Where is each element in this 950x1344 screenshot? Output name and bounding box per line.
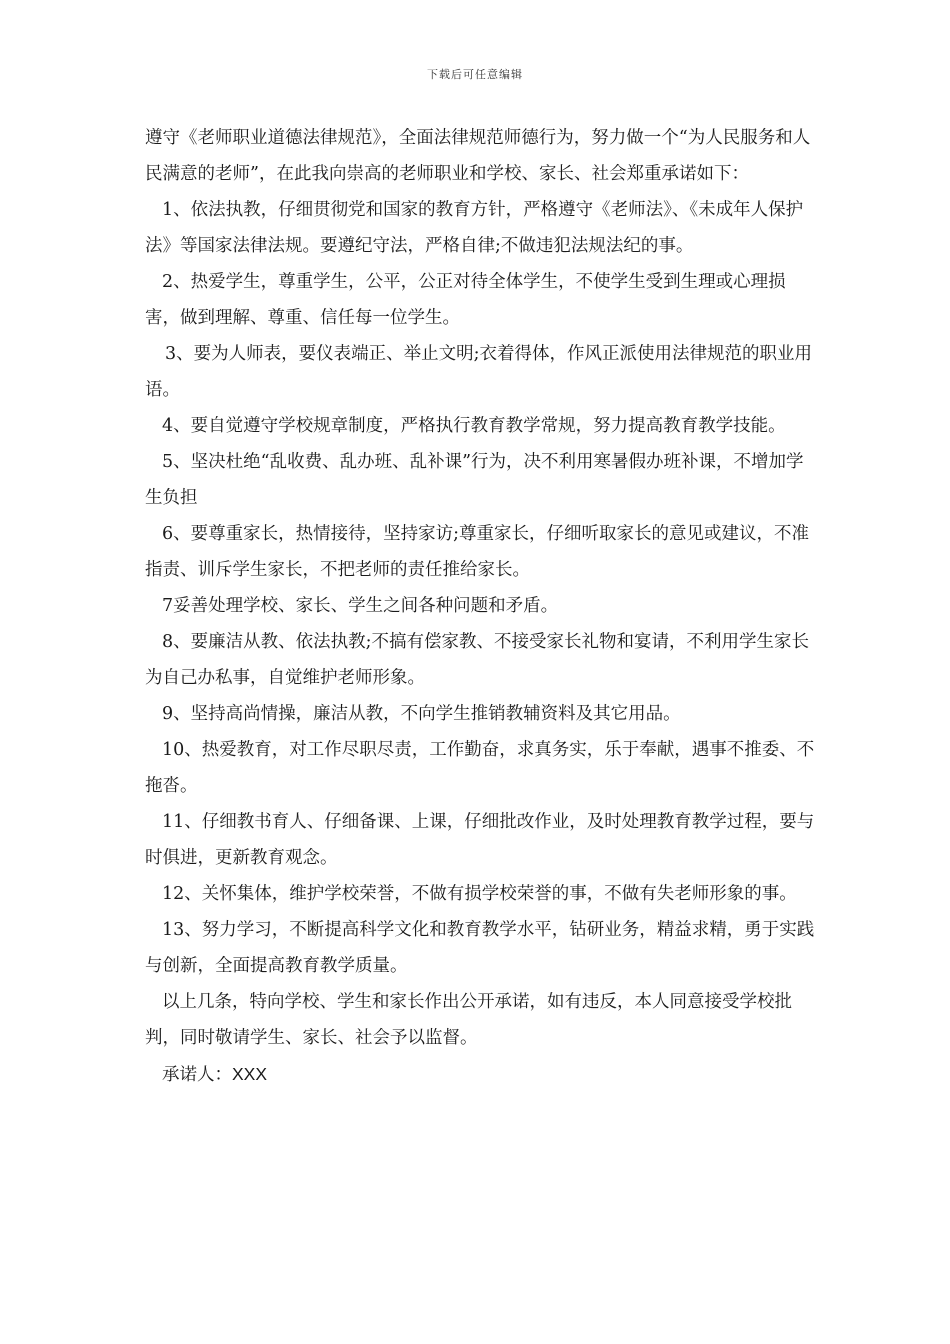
list-item: 4、要自觉遵守学校规章制度，严格执行教育教学常规，努力提高教育教学技能。 bbox=[162, 416, 786, 436]
list-item: 3、要为人师表，要仪表端正、举止文明;衣着得体，作风正派使用法律规范的职业用语。 bbox=[145, 344, 813, 400]
list-item: 12、关怀集体，维护学校荣誉，不做有损学校荣誉的事，不做有失老师形象的事。 bbox=[162, 884, 797, 904]
document-body bbox=[145, 120, 815, 1093]
intro-paragraph: 遵守《老师职业道德法律规范》，全面法律规范师德行为，努力做一个“为人民服务和人民满意的老师”，在此我向崇高的老师职业和学校、家长、社会郑重承诺如下： bbox=[145, 128, 811, 184]
list-item: 5、坚决杜绝“乱收费、乱办班、乱补课”行为，决不利用寒暑假办班补课，不增加学生负担 bbox=[145, 452, 804, 508]
list-item: 2、热爱学生，尊重学生，公平，公正对待全体学生，不使学生受到生理或心理损害，做到理解、尊重、信任每一位学生。 bbox=[145, 272, 786, 328]
signature-line bbox=[145, 1056, 815, 1093]
list-item: 10、热爱教育，对工作尽职尽责，工作勤奋，求真务实，乐于奉献，遇事不推委、不拖沓。 bbox=[145, 740, 815, 796]
page-header: 下载后可任意编辑 bbox=[427, 68, 523, 81]
list-item: 6、要尊重家长，热情接待，坚持家访;尊重家长，仔细听取家长的意见或建议，不准指责、训斥学生家长，不把老师的责任推给家长。 bbox=[145, 524, 810, 580]
list-item: 8、要廉洁从教、依法执教;不搞有偿家教、不接受家长礼物和宴请，不利用学生家长为自己办私事，自觉维护老师形象。 bbox=[145, 632, 810, 688]
list-item: 11、仔细教书育人、仔细备课、上课，仔细批改作业，及时处理教育教学过程，要与时俱进，更新教育观念。 bbox=[145, 812, 815, 868]
list-item: 9、坚持高尚情操，廉洁从教，不向学生推销教辅资料及其它用品。 bbox=[162, 704, 681, 724]
signature-label: 承诺人： bbox=[162, 1065, 232, 1085]
closing-paragraph: 以上几条，特向学校、学生和家长作出公开承诺，如有违反，本人同意接受学校批判，同时敬请学生、家长、社会予以监督。 bbox=[145, 992, 792, 1048]
list-item: 7妥善处理学校、家长、学生之间各种问题和矛盾。 bbox=[162, 596, 559, 616]
list-item: 13、努力学习，不断提高科学文化和教育教学水平，钻研业务，精益求精，勇于实践与创新，全面提高教育教学质量。 bbox=[145, 920, 815, 976]
signature-name: XXX bbox=[232, 1064, 268, 1084]
list-item: 1、依法执教，仔细贯彻党和国家的教育方针，严格遵守《老师法》、《未成年人保护法》等国家法律法规。要遵纪守法，严格自律;不做违犯法规法纪的事。 bbox=[145, 200, 804, 256]
